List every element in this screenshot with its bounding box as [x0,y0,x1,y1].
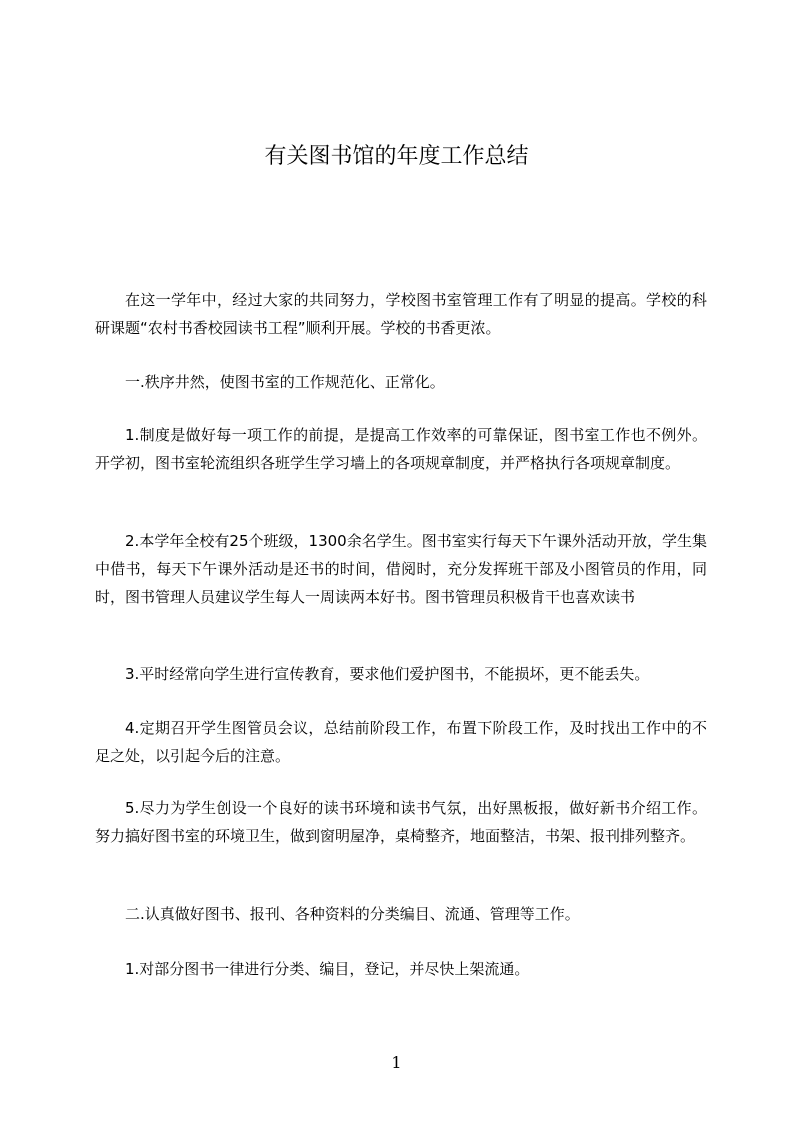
list-item-1-5: 5.尽力为学生创设一个良好的读书环境和读书气氛，出好黑板报，做好新书介绍工作。努力搞好图书室的环境卫生，做到窗明屋净，桌椅整齐，地面整洁，书架、报刊排列整齐。 [95,799,707,845]
page-title: 有关图书馆的年度工作总结 [264,144,529,169]
list-item-1-1: 1.制度是做好每一项工作的前提，是提高工作效率的可靠保证，图书室工作也不例外。开学初，图书室轮流组织各班学生学习墙上的各项规章制度，并严格执行各项规章制度。 [95,426,707,472]
section-heading-2: 二.认真做好图书、报刊、各种资料的分类编目、流通、管理等工作。 [125,905,580,923]
list-item-1-3: 3.平时经常向学生进行宣传教育，要求他们爱护图书，不能损坏，更不能丢失。 [125,665,650,683]
list-item-1-4: 4.定期召开学生图管员会议，总结前阶段工作，布置下阶段工作，及时找出工作中的不足之处，以引起今后的注意。 [95,719,707,765]
intro-paragraph: 在这一学年中，经过大家的共同努力，学校图书室管理工作有了明显的提高。学校的科研课题“农村书香校园读书工程”顺利开展。学校的书香更浓。 [95,291,707,337]
list-item-2-1: 1.对部分图书一律进行分类、编目，登记，并尽快上架流通。 [125,960,530,978]
list-item-1-2: 2.本学年全校有25个班级，1300余名学生。图书室实行每天下午课外活动开放，学生集中借书，每天下午课外活动是还书的时间，借阅时，充分发挥班干部及小图管员的作用，同时，图书管理人员建议学生每人一周读两本好书。图书管理员积极肯干也喜欢读书 [95,532,707,606]
section-heading-1: 一.秩序井然，使图书室的工作规范化、正常化。 [125,373,445,391]
page-number: 1 [391,1053,402,1072]
